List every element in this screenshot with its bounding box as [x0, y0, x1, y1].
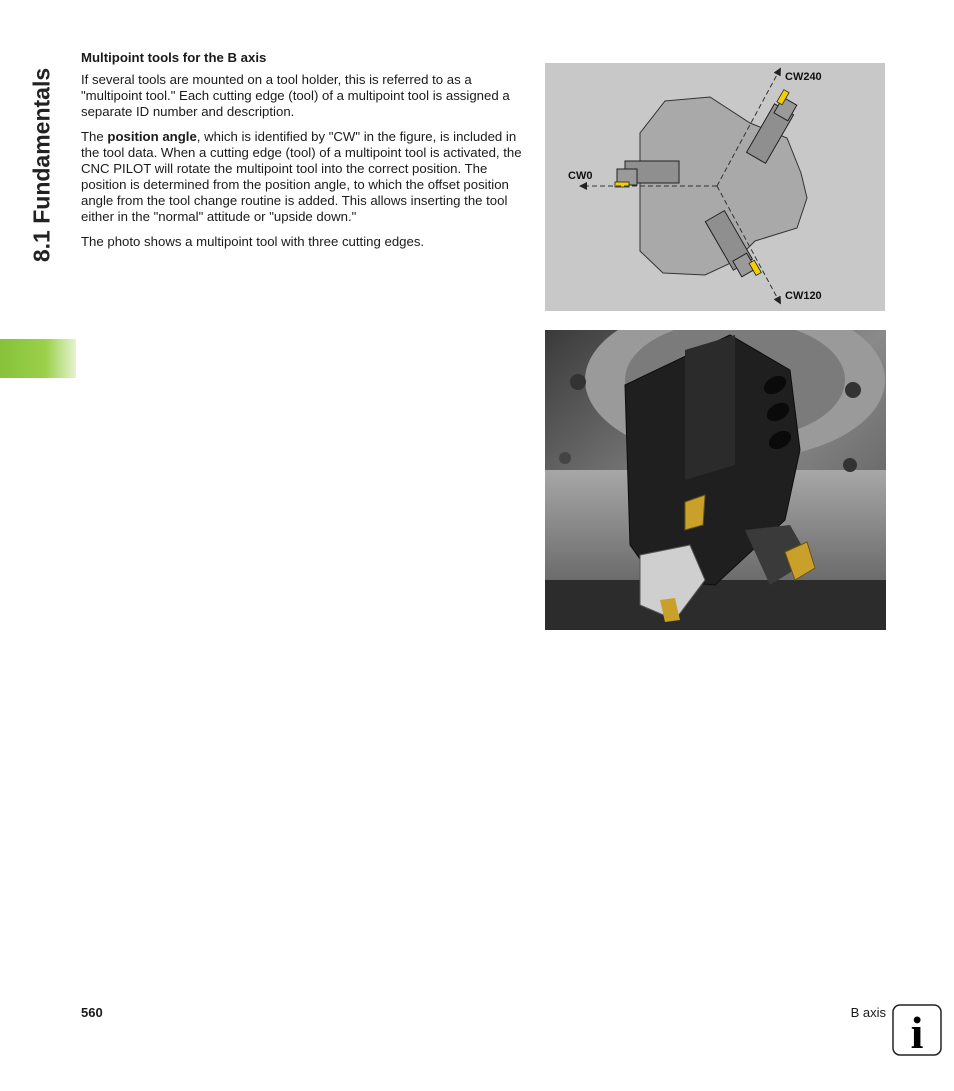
paragraph-prefix: The	[81, 129, 108, 144]
info-icon	[892, 1004, 942, 1056]
label-cw0: CW0	[568, 170, 593, 182]
info-icon-glyph: i	[910, 1007, 924, 1056]
chapter-side-title	[28, 50, 56, 280]
photo-illustration	[545, 330, 886, 630]
paragraph-multipoint-definition: If several tools are mounted on a tool holder, this is referred to as a "multipoint tool." Each cutting edge (tool) of a multipoint tool is assigned a separate ID number and description.	[81, 72, 510, 119]
page-number: 560	[81, 1005, 103, 1020]
chapter-tab-marker	[0, 339, 76, 378]
diagram-drawing	[545, 63, 885, 311]
term-position-angle: position angle	[107, 129, 197, 144]
multipoint-tool-diagram	[545, 63, 885, 311]
label-cw240: CW240	[785, 71, 822, 83]
bolt-icon	[843, 458, 857, 472]
bolt-icon	[845, 382, 861, 398]
bolt-icon	[559, 452, 571, 464]
running-footer-section: B axis	[850, 1005, 886, 1020]
bolt-icon	[570, 374, 586, 390]
chapter-side-title-text: 8.1 Fundamentals	[28, 67, 55, 263]
section-heading: Multipoint tools for the B axis	[81, 50, 267, 65]
label-cw120: CW120	[785, 290, 822, 302]
paragraph-position-angle	[81, 129, 525, 225]
multipoint-tool-photo	[545, 330, 886, 630]
paragraph-photo-caption: The photo shows a multipoint tool with three cutting edges.	[81, 234, 425, 249]
main-text-column	[81, 50, 525, 259]
paragraph-body: , which is identified by "CW" in the figure, is included in the tool data. When a cutting edge (tool) of a multipoint tool is activated, the CNC PILOT will rotate the multipoint tool into the correct position. The position is determined from the position angle, to which the offset position angle from the tool change routine is added. This allows inserting the tool either in the "normal" attitude or "upside down."	[81, 129, 522, 224]
